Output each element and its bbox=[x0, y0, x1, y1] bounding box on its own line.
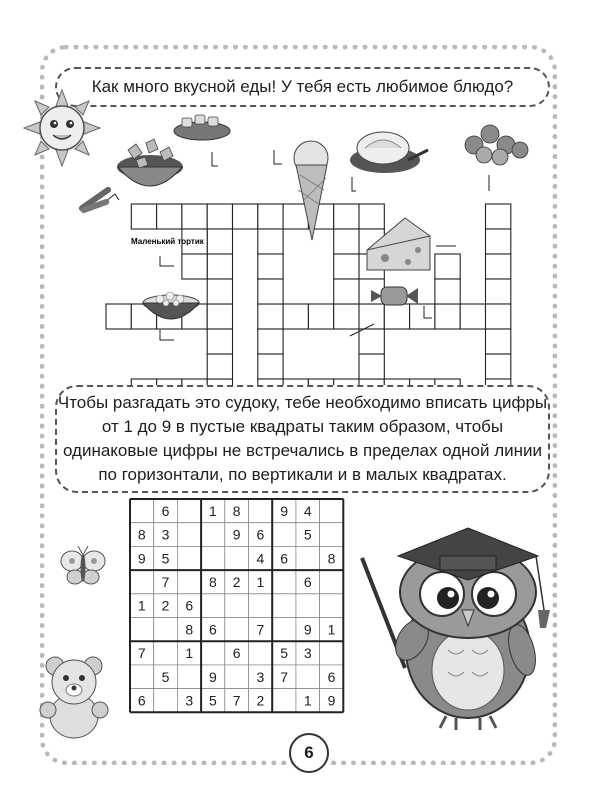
sudoku-given-digit: 5 bbox=[161, 550, 170, 567]
sudoku-given-digit: 9 bbox=[209, 668, 217, 685]
instruction-line: по горизонтали, по вертикали и в малых квадратах. bbox=[98, 465, 507, 484]
sudoku-given-digit: 6 bbox=[185, 597, 194, 614]
sudoku-given-digit: 7 bbox=[280, 668, 288, 685]
sudoku-cell[interactable] bbox=[225, 546, 249, 570]
sudoku-cell[interactable] bbox=[320, 594, 344, 618]
sudoku-given-digit: 6 bbox=[256, 526, 265, 543]
sudoku-cell[interactable] bbox=[320, 499, 344, 523]
sudoku-given-digit: 6 bbox=[327, 668, 336, 685]
sudoku-given-digit: 9 bbox=[303, 621, 312, 638]
sudoku-given-digit: 2 bbox=[256, 692, 265, 709]
sudoku-cell[interactable] bbox=[177, 499, 201, 523]
sudoku-cell[interactable] bbox=[201, 641, 225, 665]
sudoku-cell[interactable] bbox=[154, 641, 178, 665]
sudoku-given-digit: 7 bbox=[256, 621, 265, 638]
sudoku-given-digit: 9 bbox=[280, 502, 288, 519]
sudoku-cell[interactable] bbox=[201, 546, 225, 570]
sudoku-given-digit: 8 bbox=[232, 502, 241, 519]
sudoku-cell[interactable] bbox=[249, 594, 273, 618]
sudoku-given-digit: 9 bbox=[232, 526, 241, 543]
sudoku-cell[interactable] bbox=[201, 594, 225, 618]
sudoku-given-digit: 5 bbox=[161, 668, 170, 685]
sudoku-cell[interactable] bbox=[225, 594, 249, 618]
butterfly-icon bbox=[61, 546, 105, 584]
owl-teacher-icon bbox=[362, 528, 550, 730]
sudoku-cell[interactable] bbox=[272, 618, 296, 642]
sudoku-given-digit: 7 bbox=[161, 574, 170, 590]
sudoku-cell[interactable] bbox=[272, 570, 296, 594]
sudoku-given-digit: 5 bbox=[303, 526, 312, 543]
sudoku-given-digit: 1 bbox=[303, 692, 312, 709]
sudoku-cell[interactable] bbox=[272, 523, 296, 547]
sudoku-cell[interactable] bbox=[296, 665, 320, 689]
instruction-line: от 1 до 9 в пустые квадраты таким образом, чтобы bbox=[101, 417, 504, 436]
sudoku-cell[interactable] bbox=[320, 641, 344, 665]
sudoku-cell[interactable] bbox=[177, 665, 201, 689]
sudoku-given-digit: 4 bbox=[303, 502, 312, 519]
sudoku-given-digit: 8 bbox=[327, 550, 336, 567]
sudoku-given-digit: 3 bbox=[161, 526, 170, 543]
crossword-clue-label: Маленький тортик bbox=[131, 237, 204, 246]
sudoku-cell[interactable] bbox=[177, 523, 201, 547]
sudoku-cell[interactable] bbox=[296, 594, 320, 618]
sudoku-given-digit: 1 bbox=[137, 597, 146, 614]
sudoku-given-digit: 9 bbox=[137, 550, 146, 567]
teddy-bear-icon bbox=[40, 657, 108, 738]
sudoku-cell[interactable] bbox=[249, 499, 273, 523]
sudoku-given-digit: 7 bbox=[232, 692, 241, 709]
sudoku-given-digit: 3 bbox=[185, 692, 194, 709]
sudoku-given-digit: 1 bbox=[185, 645, 194, 662]
page-number: 6 bbox=[289, 733, 329, 773]
sudoku-given-digit: 8 bbox=[185, 621, 194, 638]
sudoku-given-digit: 3 bbox=[256, 668, 265, 685]
sudoku-given-digit: 8 bbox=[137, 526, 146, 543]
sudoku-given-digit: 5 bbox=[280, 645, 288, 662]
sudoku-cell[interactable] bbox=[177, 570, 201, 594]
sudoku-given-digit: 6 bbox=[209, 621, 217, 638]
sudoku-cell[interactable] bbox=[130, 499, 154, 523]
sudoku-given-digit: 6 bbox=[280, 550, 288, 567]
sudoku-given-digit: 4 bbox=[256, 550, 265, 567]
sudoku-given-digit: 8 bbox=[209, 574, 217, 590]
sudoku-given-digit: 2 bbox=[161, 597, 170, 614]
sudoku-cell[interactable] bbox=[177, 546, 201, 570]
sudoku-cell[interactable] bbox=[320, 523, 344, 547]
sudoku-given-digit: 1 bbox=[256, 574, 265, 590]
sudoku-given-digit: 6 bbox=[232, 645, 241, 662]
sudoku-cell[interactable] bbox=[272, 689, 296, 713]
sudoku-cell[interactable] bbox=[249, 641, 273, 665]
sudoku-given-digit: 1 bbox=[209, 502, 217, 519]
sudoku-cell[interactable] bbox=[130, 570, 154, 594]
instruction-line: Чтобы разгадать это судоку, тебе необходимо вписать цифры bbox=[57, 393, 548, 412]
sudoku-grid bbox=[130, 499, 343, 712]
sudoku-cell[interactable] bbox=[272, 594, 296, 618]
instruction-line: одинаковые цифры не встречались в пределах одной линии bbox=[62, 441, 543, 460]
sudoku-given-digit: 1 bbox=[327, 621, 336, 638]
sudoku-cell[interactable] bbox=[201, 523, 225, 547]
sudoku-given-digit: 9 bbox=[327, 692, 336, 709]
sudoku-cell[interactable] bbox=[154, 618, 178, 642]
sudoku-given-digit: 6 bbox=[303, 574, 312, 590]
sudoku-given-digit: 7 bbox=[137, 645, 146, 662]
sudoku-cell[interactable] bbox=[296, 546, 320, 570]
sudoku-cell[interactable] bbox=[130, 618, 154, 642]
sudoku-cell[interactable] bbox=[225, 665, 249, 689]
sudoku-given-digit: 3 bbox=[303, 645, 312, 662]
sudoku-cell[interactable] bbox=[130, 665, 154, 689]
question-text: Как много вкусной еды! У тебя есть любимое блюдо? bbox=[91, 77, 514, 96]
sudoku-given-digit: 5 bbox=[209, 692, 217, 709]
sudoku-given-digit: 6 bbox=[137, 692, 146, 709]
sudoku-cell[interactable] bbox=[225, 618, 249, 642]
sudoku-given-digit: 6 bbox=[161, 502, 170, 519]
sudoku-cell[interactable] bbox=[320, 570, 344, 594]
sudoku-cell[interactable] bbox=[154, 689, 178, 713]
sudoku-given-digit: 2 bbox=[232, 574, 241, 590]
